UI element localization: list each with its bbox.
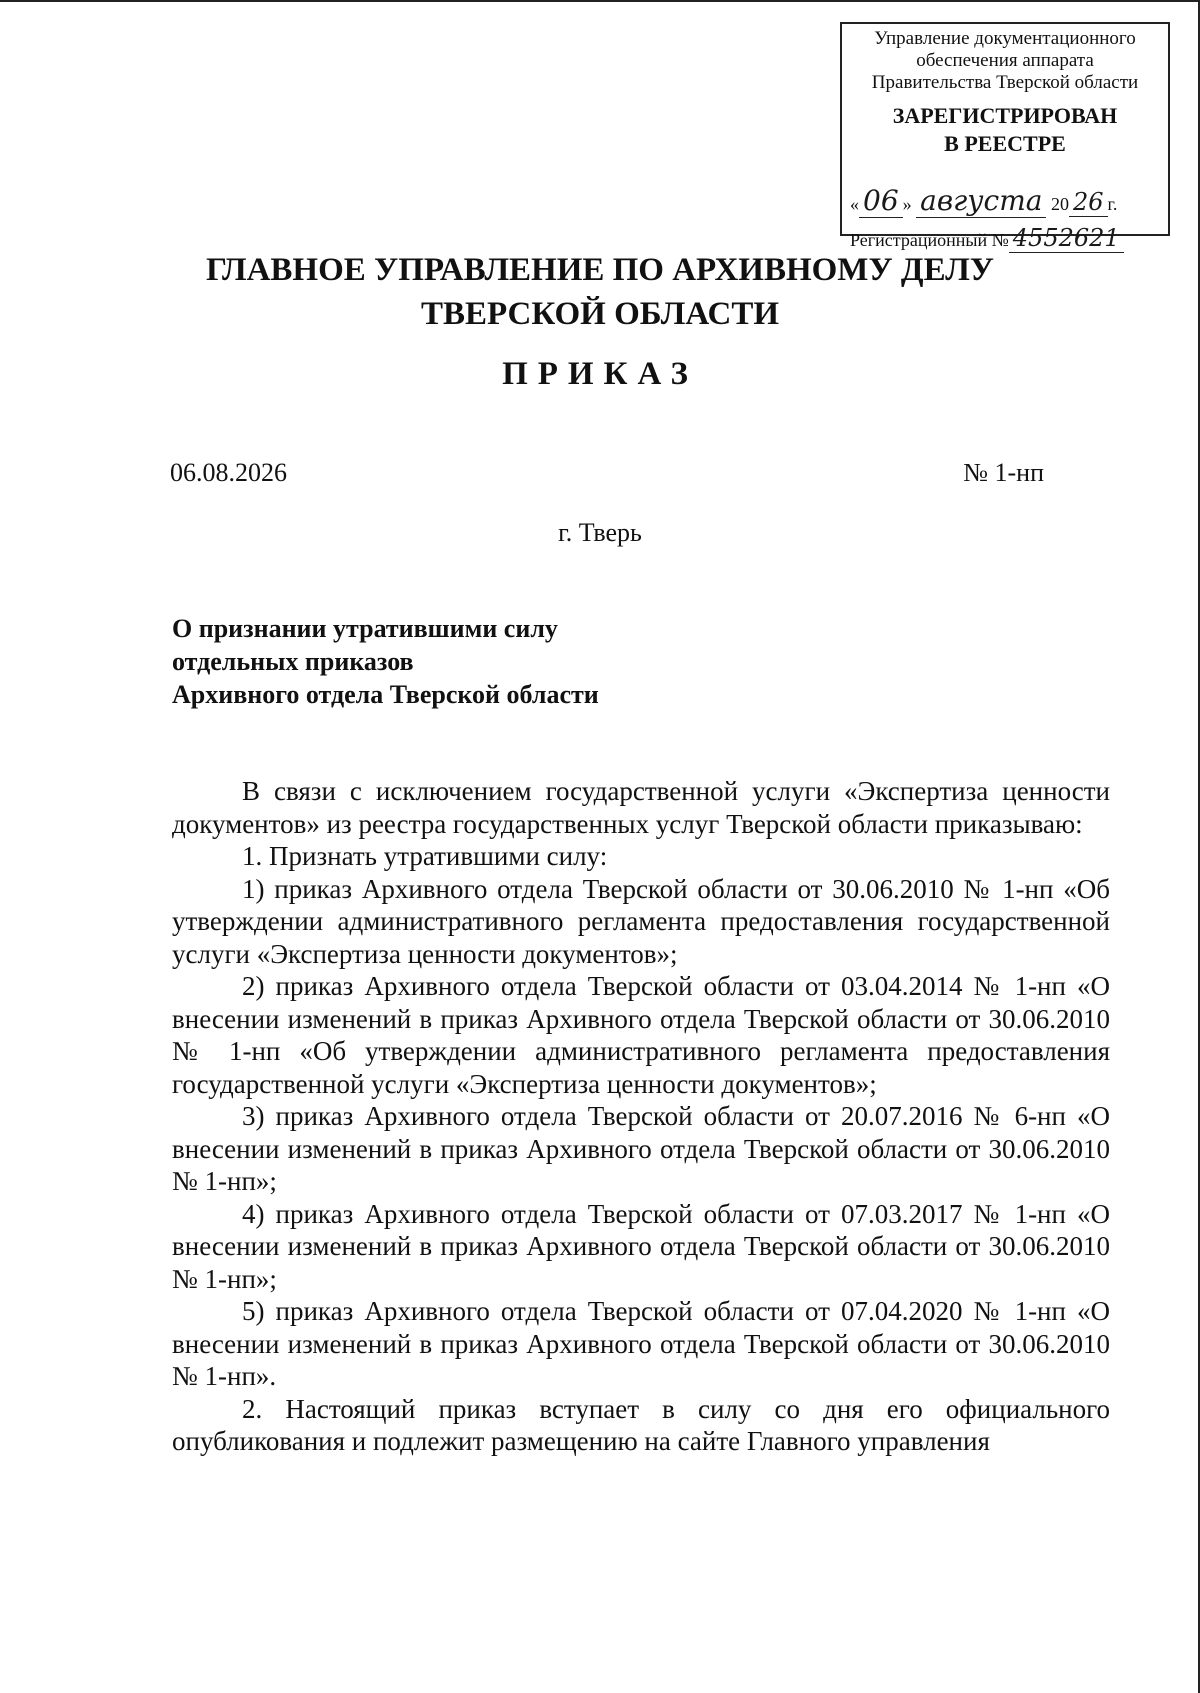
stamp-registered-title: ЗАРЕГИСТРИРОВАН xyxy=(892,103,1118,128)
body-paragraph-item-1-4: 4) приказ Архивного отдела Тверской области от 07.03.2017 № 1-нп «О внесении изменений в приказ Архивного отдела Тверской области от 30.06.2010 № 1-нп»; xyxy=(172,1198,1110,1294)
stamp-year-end: г. xyxy=(1107,194,1118,214)
registration-stamp xyxy=(840,22,1170,252)
body-paragraph-intro: В связи с исключением государственной услуги «Экспертиза ценности документов» из реестра государственных услуг Тверской области приказываю: xyxy=(172,776,1110,839)
stamp-reg-label: Регистрационный № xyxy=(850,230,1009,250)
subject-line: Архивного отдела Тверской области xyxy=(172,680,599,709)
document-body xyxy=(172,775,1110,1458)
body-paragraph-item-1-1: 1) приказ Архивного отдела Тверской области от 30.06.2010 № 1-нп «Об утверждении административного регламента предоставления государственной услуги «Экспертиза ценности документов»; xyxy=(172,873,1110,969)
document-number: № 1-нп xyxy=(963,458,1044,487)
stamp-org-line: обеспечения аппарата xyxy=(916,50,1094,71)
body-paragraph-item-1-2: 2) приказ Архивного отдела Тверской области от 03.04.2014 № 1-нп «О внесении изменений в приказ Архивного отдела Тверской области от 30.06.2010 № 1-нп «Об утверждении административного регламента предоставления государственной услуги «Экспертиза ценности документов»; xyxy=(172,971,1110,1099)
subject-line: отдельных приказов xyxy=(172,647,414,676)
stamp-org-line: Управление документационного xyxy=(874,28,1136,49)
body-paragraph-item-1-5: 5) приказ Архивного отдела Тверской области от 07.04.2020 № 1-нп «О внесении изменений в приказ Архивного отдела Тверской области от 30.06.2010 № 1-нп». xyxy=(172,1296,1110,1391)
stamp-registered-subtitle: В РЕЕСТРЕ xyxy=(944,131,1066,156)
body-paragraph-item-1-3: 3) приказ Архивного отдела Тверской области от 20.07.2016 № 6-нп «О внесении изменений в приказ Архивного отдела Тверской области от 30.06.2010 № 1-нп»; xyxy=(172,1101,1110,1196)
stamp-year-suffix: 26 xyxy=(1069,188,1108,217)
stamp-reg-number: 4552621 xyxy=(1009,224,1124,253)
document-city: г. Тверь xyxy=(558,518,642,547)
stamp-org-line: Правительства Тверской области xyxy=(871,72,1139,93)
stamp-date-row: « 06 » августа 20 26 г. xyxy=(850,184,1118,217)
document-date: 06.08.2026 xyxy=(170,458,287,487)
document-title xyxy=(0,248,1200,336)
stamp-year-prefix: 20 xyxy=(1050,194,1069,214)
body-paragraph-item-1: 1. Признать утратившими силу: xyxy=(242,841,608,871)
document-subject xyxy=(172,612,599,711)
document-title-line: ТВЕРСКОЙ ОБЛАСТИ xyxy=(420,296,780,332)
stamp-month: августа xyxy=(916,184,1046,218)
document-title-line: ГЛАВНОЕ УПРАВЛЕНИЕ ПО АРХИВНОМУ ДЕЛУ xyxy=(205,252,995,288)
body-paragraph-item-2: 2. Настоящий приказ вступает в силу со дня его официального опубликования и подлежит размещению на сайте Главного управления xyxy=(172,1393,1110,1456)
subject-line: О признании утратившими силу xyxy=(172,614,558,643)
stamp-day: 06 xyxy=(859,184,903,218)
document-type: ПРИКАЗ xyxy=(502,356,698,392)
